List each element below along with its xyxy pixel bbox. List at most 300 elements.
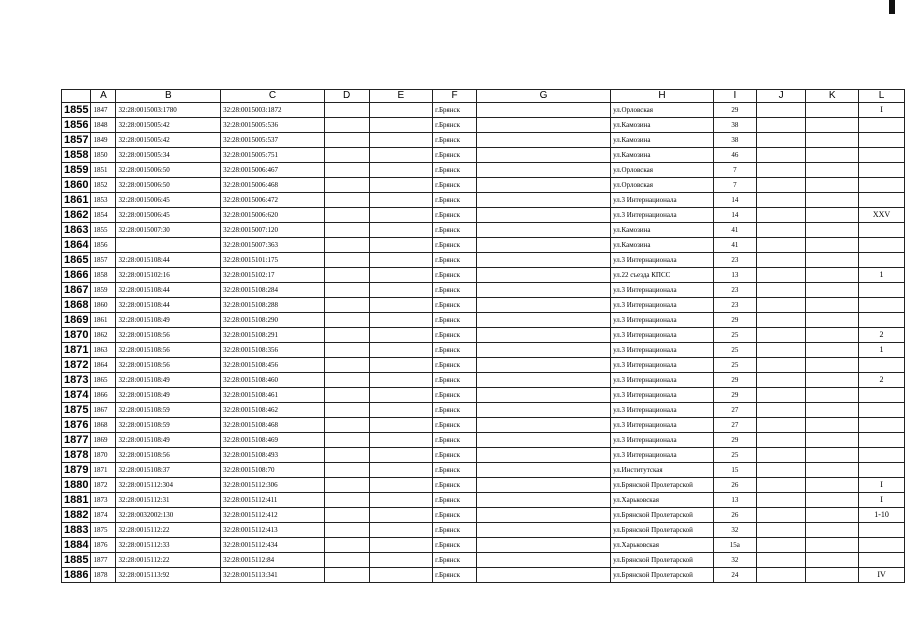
cell-f[interactable]: г.Брянск xyxy=(433,298,477,313)
cell-g[interactable] xyxy=(477,148,611,163)
cell-a[interactable]: 1861 xyxy=(91,313,116,328)
cell-f[interactable]: г.Брянск xyxy=(433,178,477,193)
cell-e[interactable] xyxy=(369,538,433,553)
cell-f[interactable]: г.Брянск xyxy=(433,538,477,553)
cell-l[interactable] xyxy=(859,193,905,208)
cell-f[interactable]: г.Брянск xyxy=(433,163,477,178)
cell-f[interactable]: г.Брянск xyxy=(433,493,477,508)
cell-g[interactable] xyxy=(477,343,611,358)
cell-a[interactable]: 1871 xyxy=(91,463,116,478)
cell-j[interactable] xyxy=(756,388,806,403)
cell-g[interactable] xyxy=(477,103,611,118)
cell-e[interactable] xyxy=(369,388,433,403)
cell-k[interactable] xyxy=(806,508,859,523)
cell-e[interactable] xyxy=(369,448,433,463)
cell-k[interactable] xyxy=(806,328,859,343)
cell-e[interactable] xyxy=(369,253,433,268)
cell-d[interactable] xyxy=(324,568,369,583)
cell-a[interactable]: 1850 xyxy=(91,148,116,163)
cell-d[interactable] xyxy=(324,463,369,478)
cell-a[interactable]: 1864 xyxy=(91,358,116,373)
cell-i[interactable]: 46 xyxy=(713,148,756,163)
cell-h[interactable]: ул.Брянской Пролетарской xyxy=(611,553,714,568)
cell-k[interactable] xyxy=(806,388,859,403)
cell-i[interactable]: 27 xyxy=(713,418,756,433)
row-number[interactable]: 1860 xyxy=(62,178,91,193)
column-header-g[interactable]: G xyxy=(477,90,611,103)
cell-g[interactable] xyxy=(477,358,611,373)
cell-l[interactable]: 2 xyxy=(859,373,905,388)
cell-j[interactable] xyxy=(756,163,806,178)
cell-b[interactable]: 32:28:0015005:42 xyxy=(116,133,221,148)
cell-b[interactable]: 32:28:0015005:34 xyxy=(116,148,221,163)
cell-j[interactable] xyxy=(756,328,806,343)
cell-d[interactable] xyxy=(324,208,369,223)
cell-e[interactable] xyxy=(369,133,433,148)
cell-j[interactable] xyxy=(756,523,806,538)
cell-d[interactable] xyxy=(324,313,369,328)
cell-b[interactable]: 32:28:0032002:130 xyxy=(116,508,221,523)
cell-h[interactable]: ул.3 Интернационала xyxy=(611,208,714,223)
cell-e[interactable] xyxy=(369,523,433,538)
cell-k[interactable] xyxy=(806,568,859,583)
cell-j[interactable] xyxy=(756,358,806,373)
cell-b[interactable]: 32:28:0015112:22 xyxy=(116,553,221,568)
cell-f[interactable]: г.Брянск xyxy=(433,568,477,583)
cell-e[interactable] xyxy=(369,373,433,388)
cell-h[interactable]: ул.3 Интернационала xyxy=(611,358,714,373)
row-number[interactable]: 1885 xyxy=(62,553,91,568)
cell-k[interactable] xyxy=(806,268,859,283)
cell-c[interactable]: 32:28:0015112:306 xyxy=(221,478,325,493)
cell-d[interactable] xyxy=(324,478,369,493)
cell-b[interactable]: 32:28:0015006:50 xyxy=(116,163,221,178)
column-header-d[interactable]: D xyxy=(324,90,369,103)
cell-f[interactable]: г.Брянск xyxy=(433,358,477,373)
cell-c[interactable]: 32:28:0015113:341 xyxy=(221,568,325,583)
cell-g[interactable] xyxy=(477,253,611,268)
cell-g[interactable] xyxy=(477,448,611,463)
cell-g[interactable] xyxy=(477,493,611,508)
cell-c[interactable]: 32:28:0015108:356 xyxy=(221,343,325,358)
cell-i[interactable]: 29 xyxy=(713,103,756,118)
cell-e[interactable] xyxy=(369,568,433,583)
column-header-h[interactable]: H xyxy=(611,90,714,103)
cell-f[interactable]: г.Брянск xyxy=(433,478,477,493)
cell-k[interactable] xyxy=(806,373,859,388)
cell-l[interactable]: I xyxy=(859,103,905,118)
cell-e[interactable] xyxy=(369,103,433,118)
cell-a[interactable]: 1865 xyxy=(91,373,116,388)
cell-a[interactable]: 1847 xyxy=(91,103,116,118)
cell-k[interactable] xyxy=(806,208,859,223)
cell-c[interactable]: 32:28:0015007:120 xyxy=(221,223,325,238)
cell-d[interactable] xyxy=(324,163,369,178)
cell-b[interactable]: 32:28:0015108:59 xyxy=(116,418,221,433)
cell-c[interactable]: 32:28:0015108:460 xyxy=(221,373,325,388)
cell-i[interactable]: 13 xyxy=(713,493,756,508)
cell-i[interactable]: 15 xyxy=(713,463,756,478)
cell-a[interactable]: 1852 xyxy=(91,178,116,193)
cell-j[interactable] xyxy=(756,133,806,148)
cell-i[interactable]: 38 xyxy=(713,118,756,133)
cell-a[interactable]: 1876 xyxy=(91,538,116,553)
cell-i[interactable]: 25 xyxy=(713,448,756,463)
cell-f[interactable]: г.Брянск xyxy=(433,328,477,343)
row-number[interactable]: 1877 xyxy=(62,433,91,448)
cell-g[interactable] xyxy=(477,523,611,538)
cell-l[interactable] xyxy=(859,538,905,553)
row-number[interactable]: 1862 xyxy=(62,208,91,223)
cell-k[interactable] xyxy=(806,238,859,253)
row-number[interactable]: 1865 xyxy=(62,253,91,268)
cell-a[interactable]: 1869 xyxy=(91,433,116,448)
cell-e[interactable] xyxy=(369,553,433,568)
cell-f[interactable]: г.Брянск xyxy=(433,253,477,268)
cell-d[interactable] xyxy=(324,253,369,268)
cell-i[interactable]: 14 xyxy=(713,208,756,223)
cell-b[interactable]: 32:28:0015108:49 xyxy=(116,388,221,403)
cell-b[interactable]: 32:28:0015108:56 xyxy=(116,328,221,343)
row-number[interactable]: 1867 xyxy=(62,283,91,298)
row-number[interactable]: 1881 xyxy=(62,493,91,508)
cell-g[interactable] xyxy=(477,478,611,493)
cell-h[interactable]: ул.3 Интернационала xyxy=(611,298,714,313)
cell-c[interactable]: 32:28:0015006:620 xyxy=(221,208,325,223)
cell-a[interactable]: 1857 xyxy=(91,253,116,268)
cell-c[interactable]: 32:28:0015005:536 xyxy=(221,118,325,133)
cell-h[interactable]: ул.3 Интернационала xyxy=(611,193,714,208)
cell-g[interactable] xyxy=(477,178,611,193)
cell-g[interactable] xyxy=(477,208,611,223)
cell-j[interactable] xyxy=(756,178,806,193)
cell-f[interactable]: г.Брянск xyxy=(433,373,477,388)
cell-j[interactable] xyxy=(756,103,806,118)
cell-a[interactable]: 1848 xyxy=(91,118,116,133)
cell-i[interactable]: 41 xyxy=(713,223,756,238)
cell-j[interactable] xyxy=(756,463,806,478)
cell-e[interactable] xyxy=(369,298,433,313)
cell-g[interactable] xyxy=(477,268,611,283)
cell-l[interactable] xyxy=(859,253,905,268)
cell-i[interactable]: 29 xyxy=(713,373,756,388)
cell-j[interactable] xyxy=(756,373,806,388)
row-number[interactable]: 1857 xyxy=(62,133,91,148)
cell-e[interactable] xyxy=(369,193,433,208)
cell-l[interactable] xyxy=(859,448,905,463)
cell-g[interactable] xyxy=(477,223,611,238)
cell-b[interactable]: 32:28:0015108:37 xyxy=(116,463,221,478)
cell-b[interactable]: 32:28:0015108:56 xyxy=(116,343,221,358)
cell-j[interactable] xyxy=(756,418,806,433)
cell-l[interactable]: 1-10 xyxy=(859,508,905,523)
cell-l[interactable] xyxy=(859,133,905,148)
row-number[interactable]: 1869 xyxy=(62,313,91,328)
column-header-c[interactable]: C xyxy=(221,90,325,103)
cell-l[interactable] xyxy=(859,463,905,478)
cell-j[interactable] xyxy=(756,448,806,463)
cell-g[interactable] xyxy=(477,193,611,208)
cell-h[interactable]: ул.Брянской Пролетарской xyxy=(611,568,714,583)
cell-g[interactable] xyxy=(477,463,611,478)
cell-b[interactable]: 32:28:0015006:45 xyxy=(116,193,221,208)
cell-b[interactable]: 32:28:0015108:49 xyxy=(116,433,221,448)
cell-c[interactable]: 32:28:0015108:493 xyxy=(221,448,325,463)
cell-g[interactable] xyxy=(477,433,611,448)
cell-a[interactable]: 1874 xyxy=(91,508,116,523)
cell-c[interactable]: 32:28:0015003:1872 xyxy=(221,103,325,118)
cell-c[interactable]: 32:28:0015112:413 xyxy=(221,523,325,538)
cell-k[interactable] xyxy=(806,133,859,148)
cell-j[interactable] xyxy=(756,553,806,568)
cell-c[interactable]: 32:28:0015006:468 xyxy=(221,178,325,193)
cell-j[interactable] xyxy=(756,568,806,583)
cell-c[interactable]: 32:28:0015005:537 xyxy=(221,133,325,148)
row-number[interactable]: 1878 xyxy=(62,448,91,463)
cell-c[interactable]: 32:28:0015102:17 xyxy=(221,268,325,283)
cell-i[interactable]: 14 xyxy=(713,193,756,208)
cell-k[interactable] xyxy=(806,178,859,193)
cell-l[interactable] xyxy=(859,403,905,418)
row-number[interactable]: 1875 xyxy=(62,403,91,418)
cell-f[interactable]: г.Брянск xyxy=(433,388,477,403)
cell-k[interactable] xyxy=(806,343,859,358)
cell-f[interactable]: г.Брянск xyxy=(433,418,477,433)
cell-h[interactable]: ул.Камозина xyxy=(611,133,714,148)
cell-b[interactable] xyxy=(116,238,221,253)
cell-e[interactable] xyxy=(369,463,433,478)
cell-f[interactable]: г.Брянск xyxy=(433,553,477,568)
cell-e[interactable] xyxy=(369,403,433,418)
cell-i[interactable]: 32 xyxy=(713,523,756,538)
cell-e[interactable] xyxy=(369,478,433,493)
cell-k[interactable] xyxy=(806,103,859,118)
cell-d[interactable] xyxy=(324,178,369,193)
cell-a[interactable]: 1868 xyxy=(91,418,116,433)
cell-l[interactable] xyxy=(859,433,905,448)
cell-k[interactable] xyxy=(806,283,859,298)
cell-a[interactable]: 1859 xyxy=(91,283,116,298)
cell-i[interactable]: 15а xyxy=(713,538,756,553)
column-header-a[interactable]: A xyxy=(91,90,116,103)
cell-c[interactable]: 32:28:0015108:468 xyxy=(221,418,325,433)
cell-d[interactable] xyxy=(324,223,369,238)
cell-a[interactable]: 1856 xyxy=(91,238,116,253)
cell-b[interactable]: 32:28:0015007:30 xyxy=(116,223,221,238)
cell-f[interactable]: г.Брянск xyxy=(433,103,477,118)
cell-h[interactable]: ул.Орловская xyxy=(611,103,714,118)
cell-b[interactable]: 32:28:0015112:304 xyxy=(116,478,221,493)
cell-d[interactable] xyxy=(324,358,369,373)
cell-j[interactable] xyxy=(756,283,806,298)
cell-j[interactable] xyxy=(756,298,806,313)
cell-l[interactable] xyxy=(859,553,905,568)
cell-a[interactable]: 1870 xyxy=(91,448,116,463)
cell-f[interactable]: г.Брянск xyxy=(433,523,477,538)
cell-h[interactable]: ул.Харьковская xyxy=(611,538,714,553)
cell-f[interactable]: г.Брянск xyxy=(433,508,477,523)
cell-b[interactable]: 32:28:0015003:1780 xyxy=(116,103,221,118)
cell-g[interactable] xyxy=(477,133,611,148)
cell-l[interactable] xyxy=(859,118,905,133)
cell-g[interactable] xyxy=(477,418,611,433)
column-header-b[interactable]: B xyxy=(116,90,221,103)
cell-c[interactable]: 32:28:0015108:70 xyxy=(221,463,325,478)
cell-b[interactable]: 32:28:0015108:56 xyxy=(116,448,221,463)
cell-a[interactable]: 1875 xyxy=(91,523,116,538)
cell-c[interactable]: 32:28:0015108:284 xyxy=(221,283,325,298)
cell-l[interactable] xyxy=(859,523,905,538)
cell-e[interactable] xyxy=(369,418,433,433)
column-header-k[interactable]: K xyxy=(806,90,859,103)
cell-g[interactable] xyxy=(477,388,611,403)
cell-c[interactable]: 32:28:0015112:411 xyxy=(221,493,325,508)
cell-j[interactable] xyxy=(756,493,806,508)
cell-d[interactable] xyxy=(324,268,369,283)
cell-g[interactable] xyxy=(477,283,611,298)
cell-c[interactable]: 32:28:0015108:461 xyxy=(221,388,325,403)
row-number[interactable]: 1863 xyxy=(62,223,91,238)
cell-c[interactable]: 32:28:0015006:467 xyxy=(221,163,325,178)
cell-g[interactable] xyxy=(477,373,611,388)
cell-h[interactable]: ул.3 Интернационала xyxy=(611,433,714,448)
cell-i[interactable]: 29 xyxy=(713,313,756,328)
cell-k[interactable] xyxy=(806,118,859,133)
cell-l[interactable] xyxy=(859,178,905,193)
cell-e[interactable] xyxy=(369,238,433,253)
cell-j[interactable] xyxy=(756,508,806,523)
cell-h[interactable]: ул.3 Интернационала xyxy=(611,283,714,298)
cell-l[interactable]: I xyxy=(859,493,905,508)
cell-k[interactable] xyxy=(806,223,859,238)
row-number[interactable]: 1884 xyxy=(62,538,91,553)
cell-i[interactable]: 23 xyxy=(713,298,756,313)
cell-f[interactable]: г.Брянск xyxy=(433,223,477,238)
cell-e[interactable] xyxy=(369,118,433,133)
cell-k[interactable] xyxy=(806,493,859,508)
cell-e[interactable] xyxy=(369,283,433,298)
row-number[interactable]: 1876 xyxy=(62,418,91,433)
cell-d[interactable] xyxy=(324,508,369,523)
cell-d[interactable] xyxy=(324,283,369,298)
cell-b[interactable]: 32:28:0015006:45 xyxy=(116,208,221,223)
cell-c[interactable]: 32:28:0015112:434 xyxy=(221,538,325,553)
cell-k[interactable] xyxy=(806,478,859,493)
cell-f[interactable]: г.Брянск xyxy=(433,433,477,448)
cell-b[interactable]: 32:28:0015005:42 xyxy=(116,118,221,133)
cell-a[interactable]: 1866 xyxy=(91,388,116,403)
cell-d[interactable] xyxy=(324,193,369,208)
cell-d[interactable] xyxy=(324,493,369,508)
cell-c[interactable]: 32:28:0015108:288 xyxy=(221,298,325,313)
cell-c[interactable]: 32:28:0015108:291 xyxy=(221,328,325,343)
cell-k[interactable] xyxy=(806,163,859,178)
cell-g[interactable] xyxy=(477,328,611,343)
cell-d[interactable] xyxy=(324,553,369,568)
cell-g[interactable] xyxy=(477,403,611,418)
cell-c[interactable]: 32:28:0015006:472 xyxy=(221,193,325,208)
cell-l[interactable]: 2 xyxy=(859,328,905,343)
cell-e[interactable] xyxy=(369,223,433,238)
cell-a[interactable]: 1854 xyxy=(91,208,116,223)
cell-i[interactable]: 29 xyxy=(713,433,756,448)
cell-h[interactable]: ул.3 Интернационала xyxy=(611,373,714,388)
cell-a[interactable]: 1855 xyxy=(91,223,116,238)
cell-d[interactable] xyxy=(324,103,369,118)
row-number[interactable]: 1855 xyxy=(62,103,91,118)
cell-a[interactable]: 1867 xyxy=(91,403,116,418)
cell-d[interactable] xyxy=(324,133,369,148)
cell-l[interactable]: IV xyxy=(859,568,905,583)
cell-g[interactable] xyxy=(477,313,611,328)
cell-l[interactable]: XXV xyxy=(859,208,905,223)
cell-c[interactable]: 32:28:0015108:290 xyxy=(221,313,325,328)
cell-h[interactable]: ул.3 Интернационала xyxy=(611,328,714,343)
cell-j[interactable] xyxy=(756,343,806,358)
column-header-f[interactable]: F xyxy=(433,90,477,103)
cell-a[interactable]: 1858 xyxy=(91,268,116,283)
cell-k[interactable] xyxy=(806,448,859,463)
cell-d[interactable] xyxy=(324,523,369,538)
cell-b[interactable]: 32:28:0015112:31 xyxy=(116,493,221,508)
cell-l[interactable] xyxy=(859,163,905,178)
cell-k[interactable] xyxy=(806,523,859,538)
cell-h[interactable]: ул.Камозина xyxy=(611,223,714,238)
cell-f[interactable]: г.Брянск xyxy=(433,118,477,133)
cell-c[interactable]: 32:28:0015108:456 xyxy=(221,358,325,373)
cell-d[interactable] xyxy=(324,343,369,358)
cell-i[interactable]: 25 xyxy=(713,343,756,358)
cell-l[interactable] xyxy=(859,313,905,328)
row-number[interactable]: 1886 xyxy=(62,568,91,583)
cell-e[interactable] xyxy=(369,178,433,193)
cell-f[interactable]: г.Брянск xyxy=(433,148,477,163)
cell-g[interactable] xyxy=(477,568,611,583)
cell-c[interactable]: 32:28:0015101:175 xyxy=(221,253,325,268)
cell-j[interactable] xyxy=(756,433,806,448)
cell-h[interactable]: ул.Харьковская xyxy=(611,493,714,508)
cell-l[interactable] xyxy=(859,298,905,313)
row-number[interactable]: 1858 xyxy=(62,148,91,163)
cell-i[interactable]: 38 xyxy=(713,133,756,148)
cell-j[interactable] xyxy=(756,223,806,238)
row-number[interactable]: 1871 xyxy=(62,343,91,358)
cell-i[interactable]: 29 xyxy=(713,388,756,403)
cell-l[interactable] xyxy=(859,358,905,373)
cell-j[interactable] xyxy=(756,403,806,418)
cell-h[interactable]: ул.Камозина xyxy=(611,118,714,133)
cell-j[interactable] xyxy=(756,268,806,283)
cell-j[interactable] xyxy=(756,118,806,133)
cell-k[interactable] xyxy=(806,148,859,163)
cell-h[interactable]: ул.Брянской Пролетарской xyxy=(611,478,714,493)
cell-a[interactable]: 1849 xyxy=(91,133,116,148)
cell-e[interactable] xyxy=(369,268,433,283)
row-number[interactable]: 1856 xyxy=(62,118,91,133)
cell-l[interactable] xyxy=(859,148,905,163)
cell-d[interactable] xyxy=(324,238,369,253)
cell-g[interactable] xyxy=(477,553,611,568)
cell-l[interactable] xyxy=(859,388,905,403)
cell-l[interactable]: 1 xyxy=(859,268,905,283)
cell-i[interactable]: 7 xyxy=(713,178,756,193)
cell-e[interactable] xyxy=(369,343,433,358)
cell-e[interactable] xyxy=(369,433,433,448)
cell-j[interactable] xyxy=(756,313,806,328)
row-number[interactable]: 1880 xyxy=(62,478,91,493)
cell-a[interactable]: 1878 xyxy=(91,568,116,583)
cell-b[interactable]: 32:28:0015108:44 xyxy=(116,253,221,268)
